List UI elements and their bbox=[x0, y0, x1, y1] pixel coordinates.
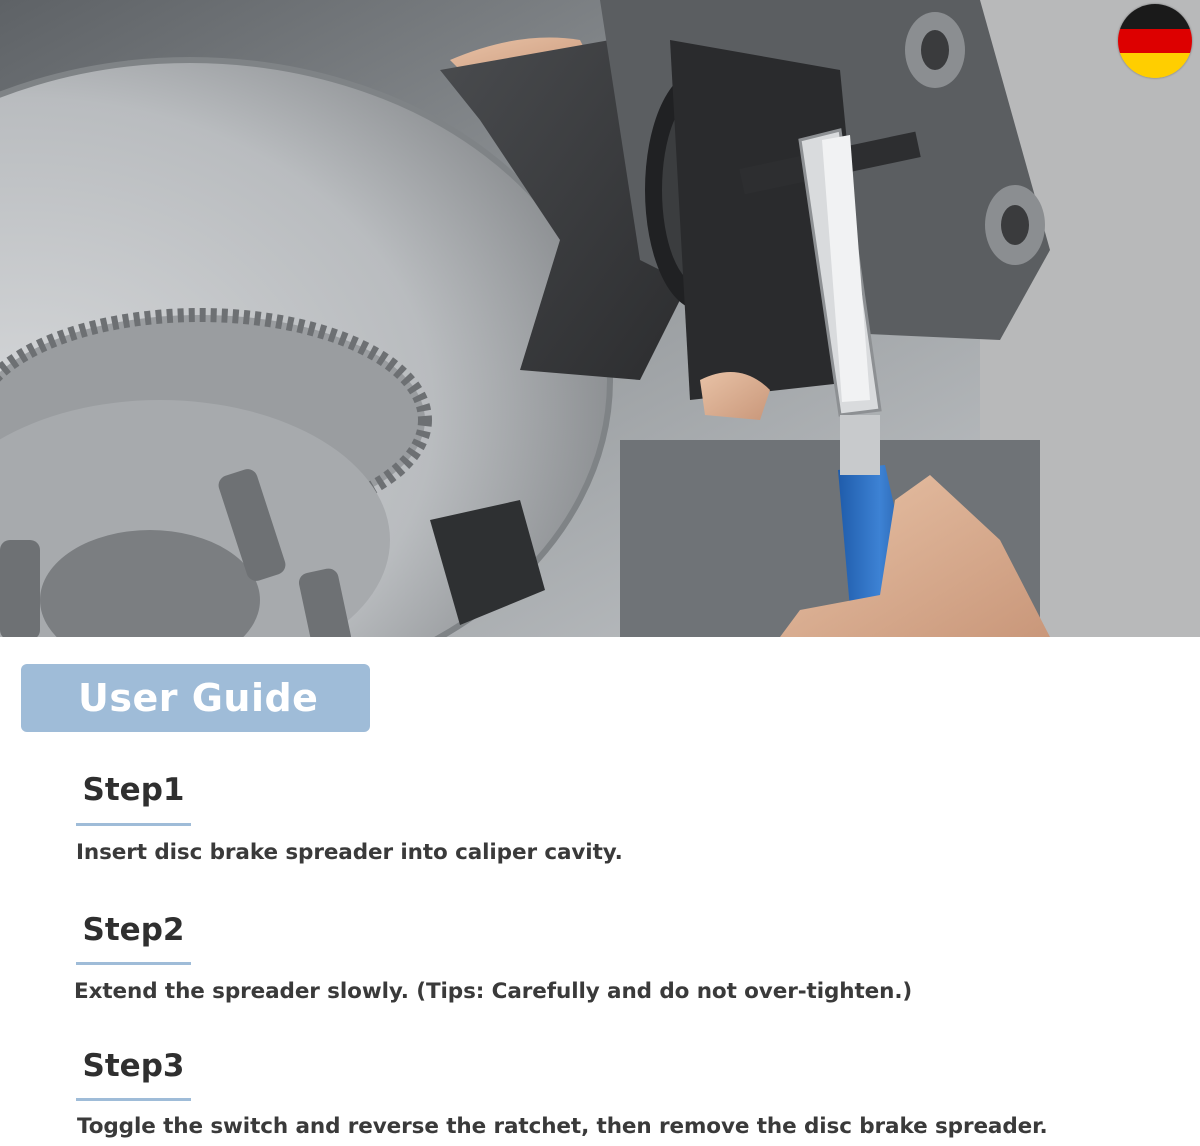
step2-text: Extend the spreader slowly. (Tips: Carefully and do not over-tighten.) bbox=[74, 979, 913, 1004]
step1-underline bbox=[76, 823, 191, 826]
step3-text: Toggle the switch and reverse the ratchet, then remove the disc brake spreader. bbox=[77, 1114, 1048, 1139]
step3-title: Step3 bbox=[82, 1048, 185, 1084]
step1-title: Step1 bbox=[82, 772, 185, 808]
step1-text: Insert disc brake spreader into caliper cavity. bbox=[76, 840, 623, 865]
step2-underline bbox=[76, 962, 191, 965]
flag-band-red bbox=[1118, 29, 1192, 54]
germany-flag-icon bbox=[1118, 4, 1192, 78]
step2-title: Step2 bbox=[82, 912, 185, 948]
user-guide-badge bbox=[21, 664, 370, 732]
step3-underline bbox=[76, 1098, 191, 1101]
user-guide-title: User Guide bbox=[78, 676, 319, 720]
